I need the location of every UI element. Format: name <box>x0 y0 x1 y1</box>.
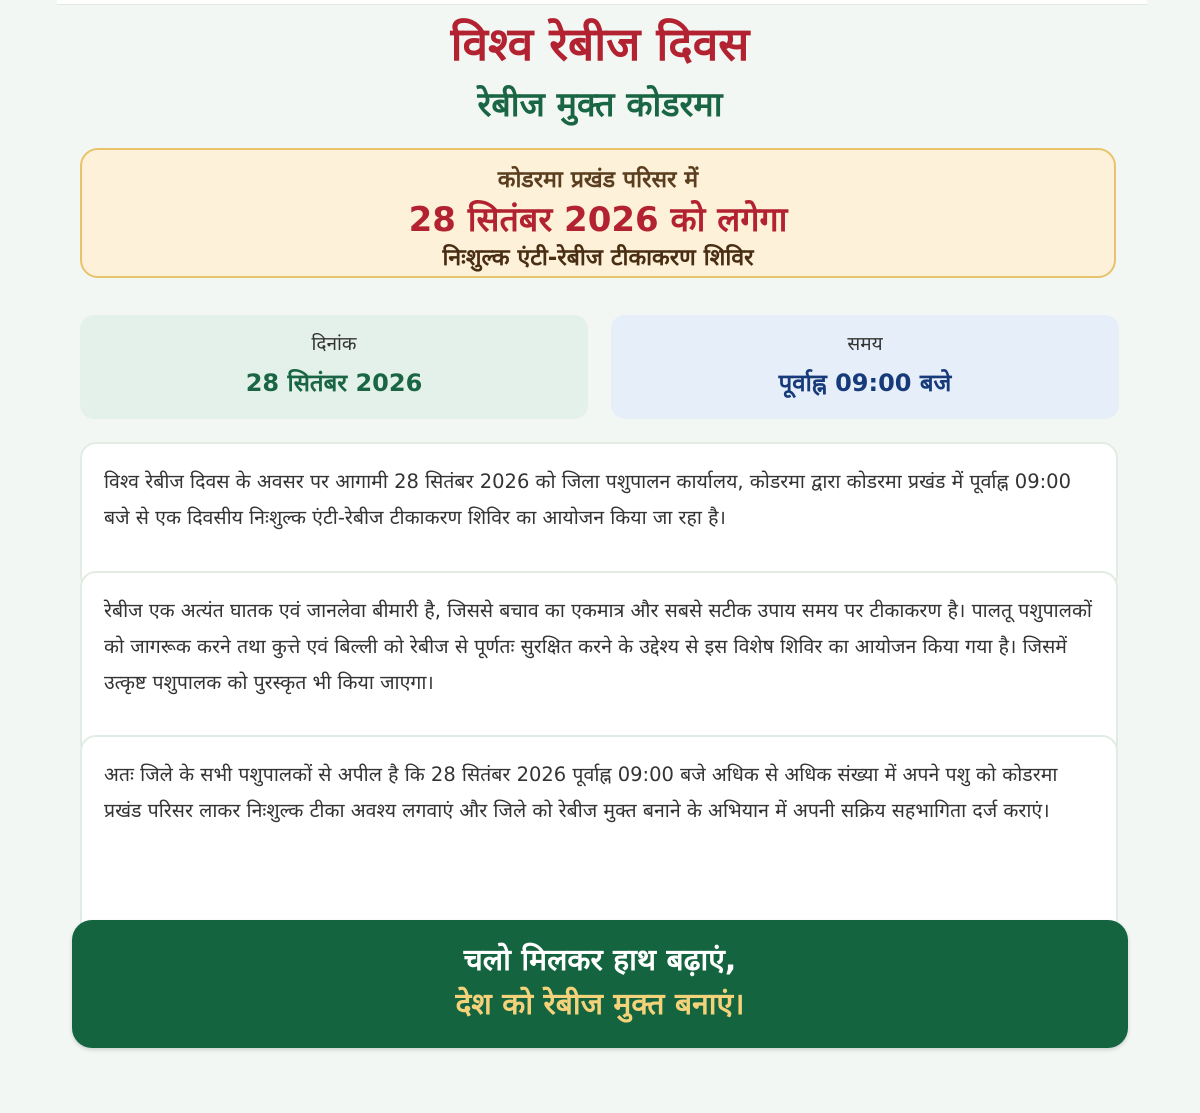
banner-location: कोडरमा प्रखंड परिसर में <box>497 167 699 193</box>
date-value: 28 सितंबर 2026 <box>245 369 423 397</box>
time-value: पूर्वाह्न 09:00 बजे <box>778 369 952 397</box>
time-card <box>611 315 1119 419</box>
paragraph-card-2 <box>80 571 1118 761</box>
slogan-line-1: चलो मिलकर हाथ बढ़ाएं, <box>463 943 737 978</box>
slogan-line-2: देश को रेबीज मुक्त बनाएं। <box>455 987 745 1022</box>
banner-camp-name: निःशुल्क एंटी-रेबीज टीकाकरण शिविर <box>442 245 754 271</box>
date-label: दिनांक <box>311 333 357 355</box>
paragraph-text: विश्व रेबीज दिवस के अवसर पर आगामी 28 सितंबर 2026 को जिला पशुपालन कार्यालय, कोडरमा द्वारा कोडरमा प्रखंड में पूर्वाह्न 09:00 बजे से एक दिवसीय निःशुल्क एंटी-रेबीज टीकाकरण शिविर का आयोजन किया जा रहा है। <box>104 470 1071 529</box>
time-label: समय <box>847 333 883 355</box>
page-subtitle: रेबीज मुक्त कोडरमा <box>477 85 723 125</box>
banner-date-headline: 28 सितंबर 2026 को लगेगा <box>408 200 788 240</box>
top-edge-card <box>57 0 1147 5</box>
paragraph-card-1 <box>80 442 1118 592</box>
announcement-banner <box>80 148 1116 278</box>
slogan-banner <box>72 920 1128 1048</box>
date-card <box>80 315 588 419</box>
paragraph-text: अतः जिले के सभी पशुपालकों से अपील है कि 28 सितंबर 2026 पूर्वाह्न 09:00 बजे अधिक से अधिक संख्या में अपने पशु को कोडरमा प्रखंड परिसर लाकर निःशुल्क टीका अवश्य लगवाएं और जिले को रेबीज मुक्त बनाने के अभियान में अपनी सक्रिय सहभागिता दर्ज कराएं। <box>104 763 1058 822</box>
paragraph-text: रेबीज एक अत्यंत घातक एवं जानलेवा बीमारी है, जिससे बचाव का एकमात्र और सबसे सटीक उपाय समय पर टीकाकरण है। पालतू पशुपालकों को जागरूक करने तथा कुत्ते एवं बिल्ली को रेबीज से पूर्णतः सुरक्षित करने के उद्देश्य से इस विशेष शिविर का आयोजन किया गया है। जिसमें उत्कृष्ट पशुपालक को पुरस्कृत भी किया जाएगा। <box>104 599 1092 694</box>
page-title: विश्व रेबीज दिवस <box>450 17 750 71</box>
